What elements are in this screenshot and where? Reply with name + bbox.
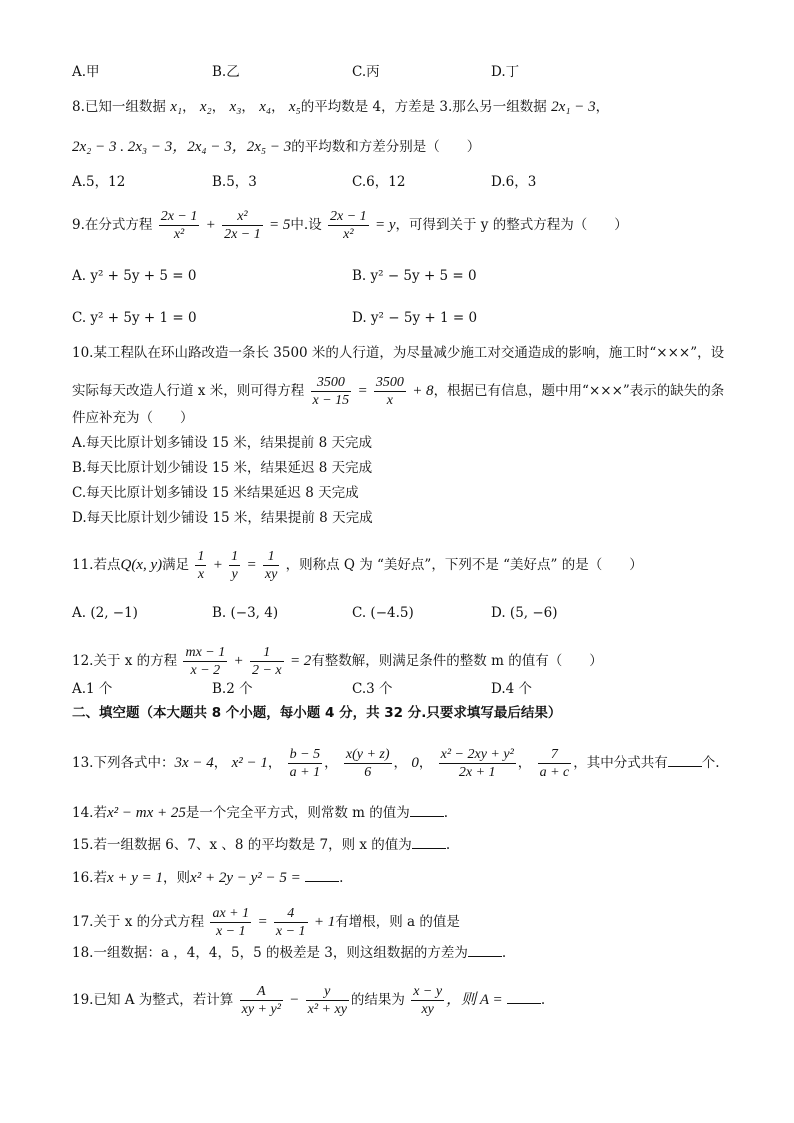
q19-minus: − <box>289 992 300 1008</box>
q14-expr: x² − mx + 25 <box>106 805 186 821</box>
q15-line <box>72 834 450 855</box>
q13-f1-num: b − 5 <box>289 747 321 762</box>
q10-frac2-den: x <box>386 393 393 408</box>
q10-option-a: A.每天比原计划多铺设 15 米，结果提前 8 天完成 <box>72 435 372 451</box>
q8-prefix: 8.已知一组数据 <box>72 99 166 115</box>
q9-frac2-den: 2x − 1 <box>224 227 261 242</box>
q16-expr: x² + 2y − y² − 5 = <box>190 870 301 886</box>
q12-option-b: B.2 个 <box>212 681 253 697</box>
q16-mid: ，则 <box>163 870 191 886</box>
q9-prefix: 9.在分式方程 <box>72 217 153 233</box>
q10-line2 <box>72 375 724 408</box>
q9-option-d: D. y² − 5y + 1 = 0 <box>352 310 478 326</box>
q13-zero: 0 <box>411 755 419 771</box>
q7-option-b: B.乙 <box>212 64 240 80</box>
q11-option-b: B. (−3, 4) <box>212 605 279 621</box>
q19-frac3 <box>411 984 444 1017</box>
q14-prefix: 14.若 <box>72 805 107 821</box>
q15-answer-blank[interactable] <box>412 834 446 849</box>
q9-frac2 <box>222 209 263 242</box>
q13-line: 13.下列各式中：3x − 4， x² − 1， $\frac{b - 5}{a + 1}$ ， $\frac{x(y + z)}{6}$ ， 0， $\frac{\text{x² − 2xy + y²}}{2x + 1}$ ， $\frac{7}{a + c}$ ，其中分式共有 个. <box>72 747 720 780</box>
q8-expr1: 2x₁ − 3 <box>551 99 596 115</box>
q13-e1: 3x − 4 <box>174 755 214 771</box>
q8-mid: 的平均数是 4，方差是 3.那么另一组数据 <box>300 99 547 115</box>
q12-option-c: C.3 个 <box>352 681 393 697</box>
q13-f2-num: x(y + z) <box>345 747 390 762</box>
q16-end: . <box>339 870 344 886</box>
q13-f1-den: a + 1 <box>289 765 321 780</box>
q9-line: 9.在分式方程 $\frac{2x - 1}{\text{x²}}$ + $\frac{\text{x²}}{2x - 1}$ = 5中.设 $\frac{2x - 1}{\text{x²}}$ = y，可得到关于 y 的整式方程为（ ） <box>72 209 628 242</box>
q11-line <box>72 549 643 582</box>
q11-option-c: C. (−4.5) <box>352 605 414 621</box>
q7-option-d: D.丁 <box>491 64 520 80</box>
q13-end: 个. <box>701 755 720 771</box>
q12-frac2 <box>250 645 284 678</box>
q16-prefix: 16.若 <box>72 870 107 886</box>
q12-frac2-den: 2 − x <box>251 663 282 678</box>
q19-suffix: ，则 A = <box>446 992 503 1008</box>
q11-frac2-num: 1 <box>231 549 239 564</box>
q18-end: . <box>501 945 507 961</box>
q8-line2 <box>72 137 480 157</box>
q12-prefix: 12.关于 x 的方程 <box>72 653 178 669</box>
q17-frac1-num: ax + 1 <box>212 906 250 921</box>
q12-frac1-num: mx − 1 <box>185 645 226 660</box>
q9-frac3-den: x² <box>343 227 354 242</box>
q16-line <box>72 867 343 888</box>
q13-f3-den: 2x + 1 <box>458 765 496 780</box>
q17-frac1-den: x − 1 <box>215 924 246 939</box>
q7-option-a: A.甲 <box>72 64 100 80</box>
q12-line <box>72 645 603 678</box>
q9-suffix: ，可得到关于 y 的整式方程为（ ） <box>395 217 628 233</box>
q11-frac2-den: y <box>231 567 238 582</box>
q17-frac2-num: 4 <box>274 906 308 923</box>
q17-suffix: 有增根，则 a 的值是 <box>335 914 460 930</box>
q13-f1 <box>288 747 322 780</box>
q8-var-5: x₅ <box>288 99 301 115</box>
q9-option-c: C. y² + 5y + 1 = 0 <box>72 310 197 326</box>
q12-frac1-den: x − 2 <box>190 663 221 678</box>
q13-prefix: 13.下列各式中： <box>72 755 175 771</box>
q9-mid: 中.设 <box>290 217 322 233</box>
q12-frac2-num: 1 <box>250 645 284 662</box>
q13-f4 <box>538 747 572 780</box>
q19-frac2-num: y <box>306 984 349 1001</box>
q10-frac2 <box>374 375 406 408</box>
q13-f2-den: 6 <box>364 765 372 780</box>
q12-frac1 <box>183 645 227 678</box>
q18-line <box>72 942 506 963</box>
q19-frac1 <box>240 984 283 1017</box>
q13-f4-num: 7 <box>538 747 572 764</box>
q8-option-a: A.5，12 <box>72 174 126 190</box>
q17-plus: + 1 <box>313 914 336 930</box>
q10-line1: 10.某工程队在环山路改造一条长 3500 米的人行道，为尽量减少施工对交通造成的影响，施工时“×××”，设 <box>72 345 725 361</box>
q8-option-d: D.6，3 <box>491 174 537 190</box>
q13-f3-num: x² − 2xy + y² <box>440 747 514 762</box>
q9-eq-rhs: = 5 <box>269 217 291 233</box>
q19-frac3-den: xy <box>421 1002 434 1017</box>
q19-frac2-den: x² + xy <box>307 1002 347 1017</box>
q8-line1: 8.已知一组数据 x₁， x₂， x₃， x₄， x₅的平均数是 4，方差是 3.那么另一组数据 2x₁ − 3， <box>72 99 610 115</box>
q7-option-c: C.丙 <box>352 64 380 80</box>
q9-option-a: A. y² + 5y + 5 = 0 <box>72 268 197 284</box>
q9-frac1-num: 2x − 1 <box>160 209 198 224</box>
q11-frac3-num: 1 <box>263 549 279 566</box>
q9-frac1 <box>159 209 200 242</box>
q10-frac1-den: x − 15 <box>312 393 350 408</box>
q18-text: 18.一组数据：a ，4，4，5，5 的极差是 3，则这组数据的方差为 <box>72 945 468 961</box>
q13-f2 <box>344 747 392 780</box>
q9-frac1-den: x² <box>173 227 185 242</box>
q9-frac2-num: x² <box>222 209 263 226</box>
q14-suffix: 是一个完全平方式，则常数 m 的值为 <box>185 805 410 821</box>
q12-plus: + <box>233 653 244 669</box>
q19-prefix: 19.已知 A 为整式，若计算 <box>72 992 234 1008</box>
q9-frac3-num: 2x − 1 <box>330 209 367 224</box>
q17-frac2-den: x − 1 <box>275 924 306 939</box>
q9-frac3 <box>328 209 369 242</box>
q13-answer-blank[interactable] <box>668 752 702 767</box>
q9-let-rhs: = y <box>374 217 396 233</box>
q10-frac1 <box>311 375 352 408</box>
q10-frac1-num: 3500 <box>311 375 352 392</box>
q10-option-c: C.每天比原计划多铺设 15 米结果延迟 8 天完成 <box>72 485 359 501</box>
q8-option-b: B.5，3 <box>212 174 257 190</box>
q8-var-1: x₁ <box>170 99 183 115</box>
q10-option-d: D.每天比原计划少铺设 15 米，结果提前 8 天完成 <box>72 510 373 526</box>
q19-end: . <box>540 992 546 1008</box>
q10-frac2-num: 3500 <box>375 375 404 390</box>
q19-frac2 <box>306 984 349 1017</box>
q16-answer-blank[interactable] <box>305 867 339 882</box>
q8-var-3: x₃ <box>229 99 242 115</box>
q18-answer-blank[interactable] <box>468 942 502 957</box>
q14-end: . <box>443 805 449 821</box>
q15-text: 15.若一组数据 6、7、x 、8 的平均数是 7，则 x 的值为 <box>72 837 412 853</box>
q17-line <box>72 906 460 939</box>
q11-frac3-den: xy <box>264 567 278 582</box>
q8-line2-exprs: 2x₂ − 3 . 2x₃ − 3，2x₄ − 3，2x₅ − 3 <box>72 139 292 155</box>
q17-frac2 <box>274 906 308 939</box>
q19-mid: 的结果为 <box>350 992 405 1008</box>
q11-point: Q(x, y) <box>120 557 163 573</box>
q19-answer-blank[interactable] <box>507 989 541 1004</box>
q10-line2-prefix: 实际每天改造人行道 x 米，则可得方程 <box>72 383 305 399</box>
q11-plus: + <box>212 557 223 573</box>
q17-frac1 <box>210 906 251 939</box>
q11-frac2 <box>229 549 240 582</box>
q11-mid: 满足 <box>162 557 190 573</box>
q11-frac1-den: x <box>197 567 205 582</box>
q17-eq: = <box>257 914 268 930</box>
q8-line2-suffix: 的平均数和方差分别是（ ） <box>291 139 481 155</box>
q19-frac1-den: xy + y² <box>241 1002 281 1017</box>
q15-end: . <box>445 837 451 853</box>
q12-eq: = 2 <box>289 653 312 669</box>
q12-option-a: A.1 个 <box>72 681 113 697</box>
q11-prefix: 11.若点 <box>72 557 121 573</box>
q8-var-4: x₄ <box>259 99 272 115</box>
q11-option-a: A. (2, −1) <box>72 605 138 621</box>
q13-f3 <box>439 747 516 780</box>
q8-option-c: C.6，12 <box>352 174 406 190</box>
q13-suffix: ，其中分式共有 <box>573 755 668 771</box>
q11-frac1 <box>195 549 206 582</box>
q13-e2: x² − 1 <box>231 755 268 771</box>
q12-option-d: D.4 个 <box>491 681 533 697</box>
q10-line2-suffix: ，根据已有信息，题中用“×××”表示的缺失的条 <box>433 383 725 399</box>
q13-f4-den: a + c <box>539 765 570 780</box>
section-heading-fill-in: 二、填空题（本大题共 8 个小题，每小题 4 分，共 32 分.只要求填写最后结果） <box>72 705 562 721</box>
q11-suffix: ，则称点 Q 为 “美好点”，下列不是 “美好点” 的是（ ） <box>285 557 643 573</box>
q11-eq: = <box>246 557 257 573</box>
q11-frac3 <box>263 549 279 582</box>
q9-option-b: B. y² − 5y + 5 = 0 <box>352 268 477 284</box>
q19-line <box>72 984 545 1017</box>
q17-prefix: 17.关于 x 的分式方程 <box>72 914 205 930</box>
q10-option-b: B.每天比原计划少铺设 15 米，结果延迟 8 天完成 <box>72 460 373 476</box>
q12-suffix: 有整数解，则满足条件的整数 m 的值有（ ） <box>311 653 603 669</box>
q19-frac1-num: A <box>240 984 283 1001</box>
q14-answer-blank[interactable] <box>410 802 444 817</box>
q8-var-2: x₂ <box>199 99 212 115</box>
q19-frac3-num: x − y <box>413 984 443 999</box>
q10-line3: 件应补充为（ ） <box>72 410 194 426</box>
q11-option-d: D. (5, −6) <box>491 605 558 621</box>
q11-frac1-num: 1 <box>197 549 205 564</box>
q14-line <box>72 802 448 823</box>
q10-plus: + 8 <box>412 383 434 399</box>
q10-eq: = <box>357 383 368 399</box>
q16-cond: x + y = 1 <box>106 870 164 886</box>
